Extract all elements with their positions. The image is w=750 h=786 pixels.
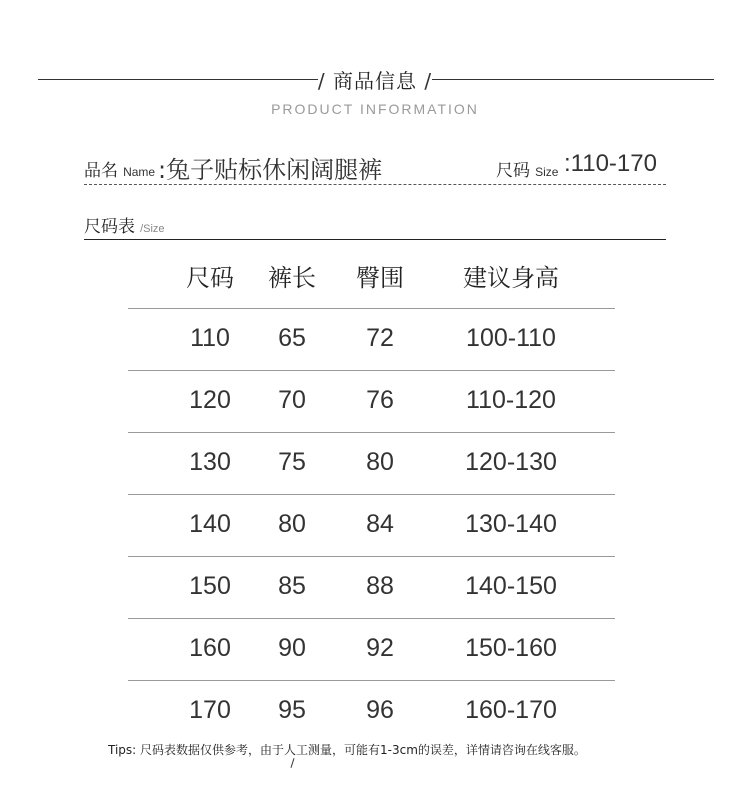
section-title <box>0 65 750 94</box>
row-divider <box>128 432 615 433</box>
column-header-length: 裤长 <box>268 264 316 292</box>
table-cell: 85 <box>278 572 306 600</box>
size-range-label: 尺码 Size <box>496 161 559 181</box>
column-header-hip: 臀围 <box>356 264 404 292</box>
table-cell: 140-150 <box>465 572 557 600</box>
size-chart-label: 尺码表 /Size <box>84 217 165 237</box>
table-cell: 96 <box>366 696 394 724</box>
table-cell: 160-170 <box>465 696 557 724</box>
tips-text: Tips: 尺码表数据仅供参考，由于人工测量，可能有1-3cm的误差，详情请咨询在线客服。 <box>108 743 586 757</box>
table-cell: 95 <box>278 696 306 724</box>
row-divider <box>128 680 615 681</box>
table-cell: 65 <box>278 324 306 352</box>
product-name-label: 品名 Name <box>84 161 156 181</box>
table-cell: 80 <box>366 448 394 476</box>
table-cell: 90 <box>278 634 306 662</box>
column-header-size: 尺码 <box>186 264 234 292</box>
table-cell: 84 <box>366 510 394 538</box>
column-header-height: 建议身高 <box>463 264 559 292</box>
section-title-text: 商品信息 <box>333 69 417 93</box>
table-cell: 80 <box>278 510 306 538</box>
table-cell: 120-130 <box>465 448 557 476</box>
table-cell: 76 <box>366 386 394 414</box>
table-cell: 100-110 <box>466 324 556 352</box>
size-range-value: :110-170 <box>564 150 657 177</box>
slash-icon: / <box>417 69 433 93</box>
table-cell: 110 <box>190 324 230 352</box>
slash-icon: / <box>317 69 333 93</box>
row-divider <box>128 308 615 309</box>
table-cell: 150-160 <box>465 634 557 662</box>
table-cell: 110-120 <box>466 386 556 414</box>
row-divider <box>128 370 615 371</box>
row-divider <box>128 494 615 495</box>
table-cell: 130 <box>189 448 231 476</box>
table-cell: 72 <box>366 324 394 352</box>
dashed-divider <box>84 184 666 185</box>
table-cell: 120 <box>189 386 231 414</box>
table-cell: 92 <box>366 634 394 662</box>
row-divider <box>128 618 615 619</box>
product-info-row <box>84 150 666 186</box>
table-cell: 130-140 <box>465 510 557 538</box>
decorative-mark <box>290 758 294 768</box>
size-chart-divider <box>84 239 666 240</box>
table-cell: 150 <box>189 572 231 600</box>
table-cell: 88 <box>366 572 394 600</box>
section-subtitle: PRODUCT INFORMATION <box>271 101 479 117</box>
table-cell: 70 <box>278 386 306 414</box>
table-cell: 160 <box>189 634 231 662</box>
row-divider <box>128 556 615 557</box>
table-cell: 170 <box>189 696 231 724</box>
table-cell: 140 <box>189 510 231 538</box>
product-name-value: :兔子贴标休闲阔腿裤 <box>158 156 383 184</box>
table-cell: 75 <box>278 448 306 476</box>
